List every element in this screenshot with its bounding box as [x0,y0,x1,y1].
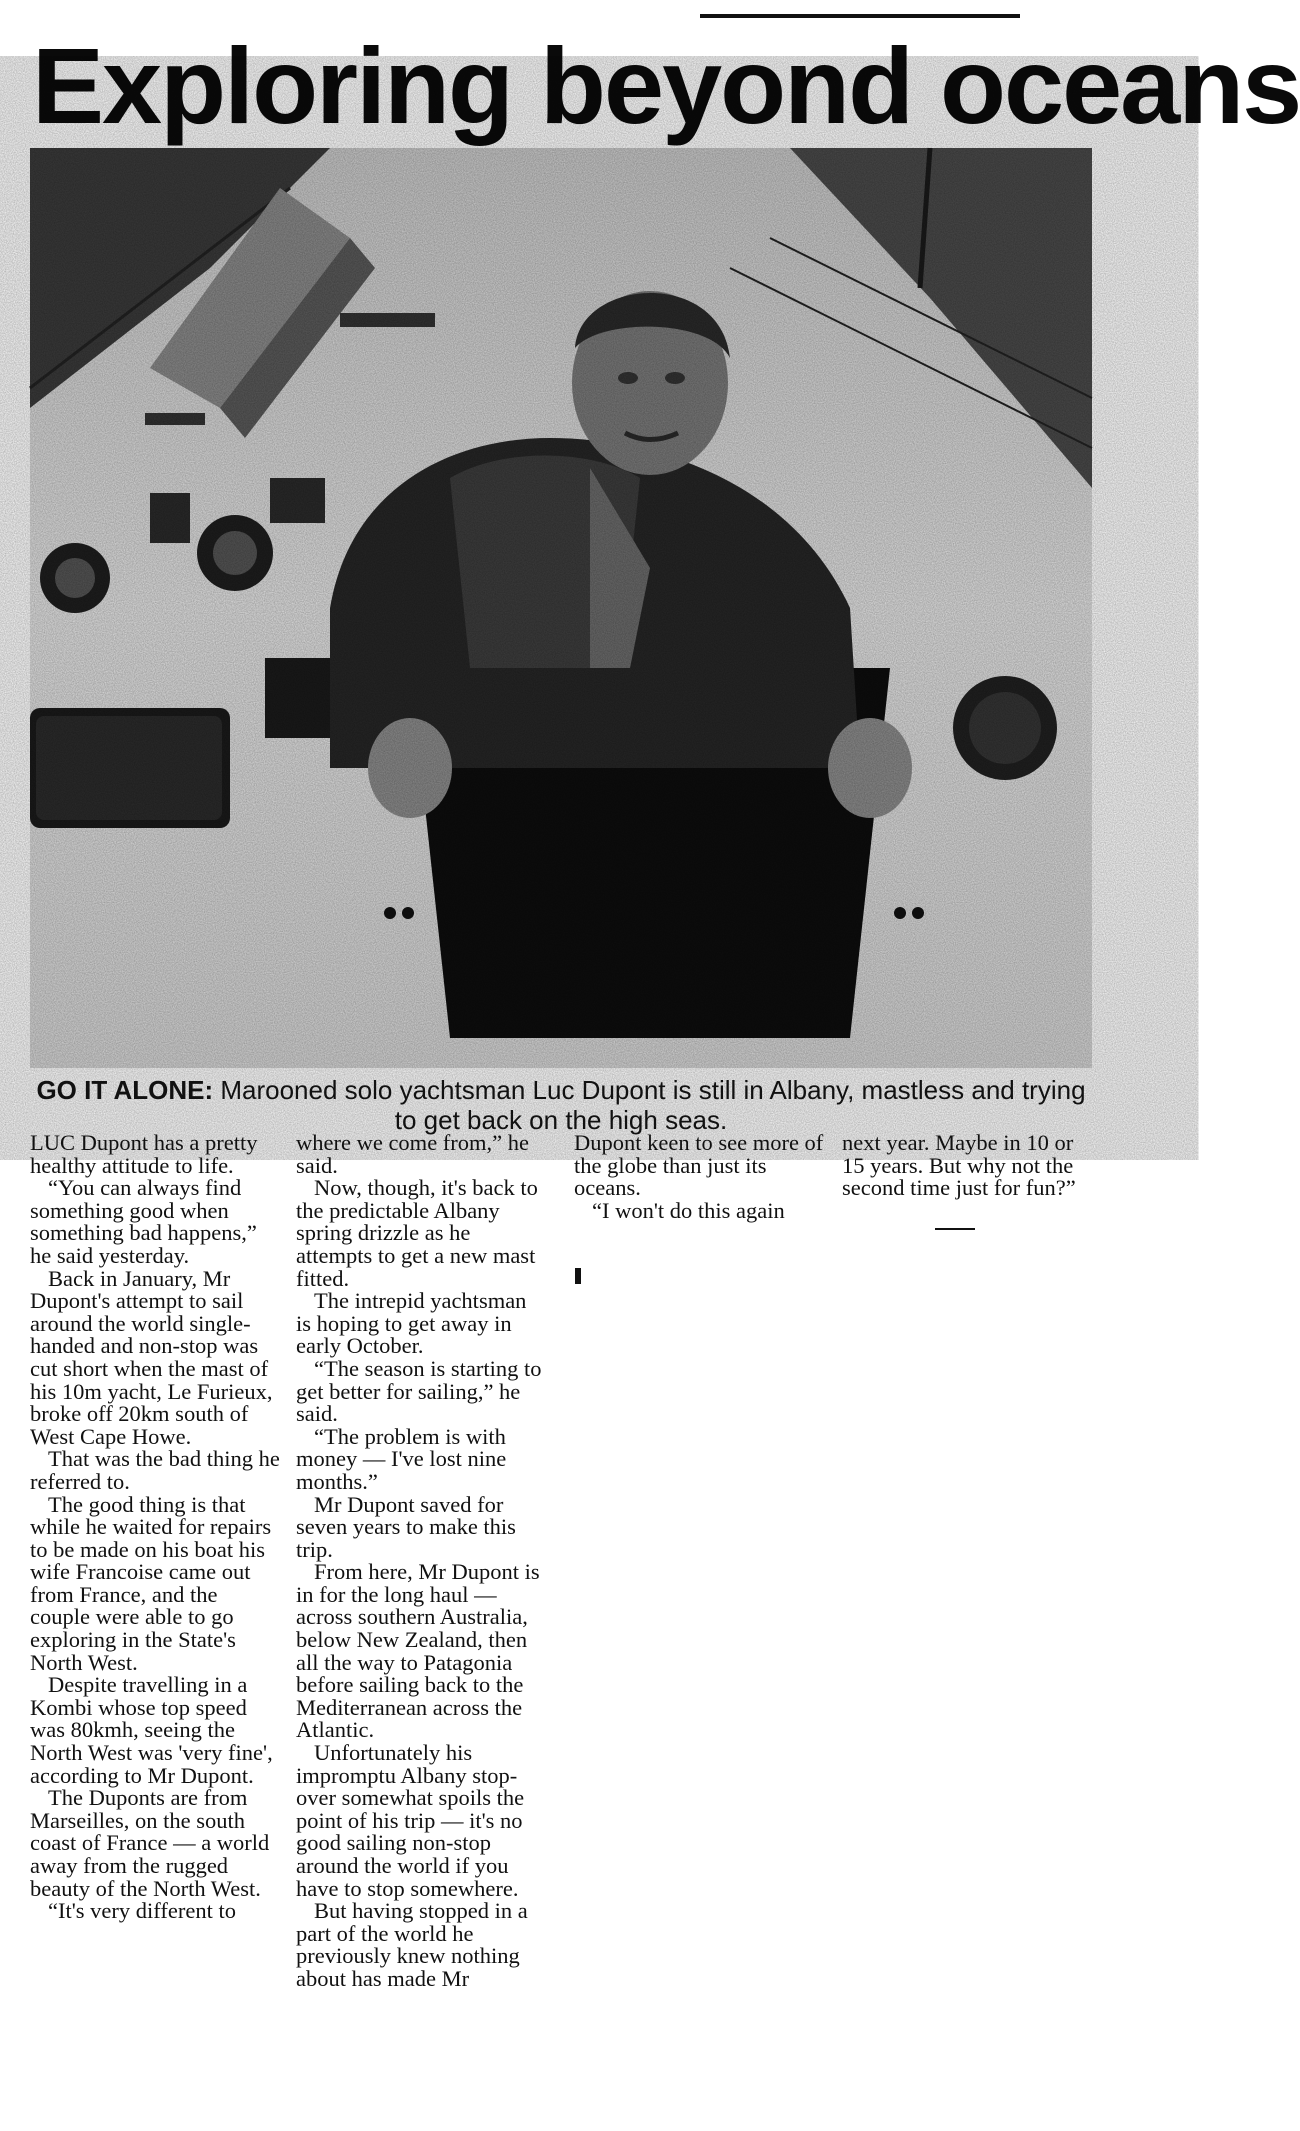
header-rule [700,14,1020,18]
paragraph: The Duponts are from Marseilles, on the south coast of France — a world away from the rugged beauty of the North West. [30,1785,270,1901]
paragraph: The good thing is that while he waited for repairs to be made on his boat his wife Francoise came out from France, and the couple were able to go exploring in the State's North West. [30,1491,272,1675]
article-column-4 [842,1132,1092,1200]
photo-caption [30,1075,1092,1135]
caption-text: Marooned solo yachtsman Luc Dupont is still in Albany, mastless and trying to get back on the high seas. [213,1075,1086,1135]
article-column-3 [574,1132,824,1222]
paragraph: “You can always find something good when something bad happens,” he said yesterday. [30,1175,257,1268]
paragraph: where we come from,” he said. [296,1130,530,1178]
paragraph: Despite travelling in a Kombi whose top speed was 80kmh, seeing the North West was 'very fine', according to Mr Dupont. [30,1672,273,1788]
paragraph: “It's very different to [48,1898,236,1924]
paragraph: From here, Mr Dupont is in for the long haul — across southern Australia, below New Zealand, then all the way to Patagonia before sailing back to the Mediterranean across the Atlantic. [296,1559,540,1743]
paragraph: Unfortunately his impromptu Albany stop-over somewhat spoils the point of his trip — it's no good sailing non-stop around the world if you have to stop somewhere. [296,1740,525,1901]
caption-kicker: GO IT ALONE: [36,1075,214,1105]
paragraph: Mr Dupont saved for seven years to make this trip. [296,1491,516,1562]
paragraph: “The season is starting to get better for sailing,” he said. [296,1355,542,1427]
print-mark [575,1268,581,1284]
paragraph: The intrepid yachtsman is hoping to get away in early October. [296,1288,527,1359]
headline: Exploring beyond oceans [32,25,1300,146]
paragraph: Back in January, Mr Dupont's attempt to sail around the world single-handed and non-stop was cut short when the mast of his 10m yacht, Le Furieux, broke off 20km south of West Cape Howe. [30,1265,273,1449]
photo-yachtsman [30,148,1092,1068]
article-column-1 [30,1132,280,1923]
article-column-2 [296,1132,546,1991]
paragraph: Dupont keen to see more of the globe than just its oceans. [574,1130,824,1201]
paragraph: That was the bad thing he referred to. [30,1446,280,1494]
paragraph: LUC Dupont has a pretty healthy attitude to life. [30,1130,258,1178]
paragraph: “The problem is with money — I've lost nine months.” [296,1423,507,1494]
paragraph: But having stopped in a part of the world he previously knew nothing about has made Mr [296,1898,528,1991]
paragraph: next year. Maybe in 10 or 15 years. But why not the second time just for fun?” [842,1130,1076,1201]
paragraph: “I won't do this again [592,1197,785,1223]
end-mark [935,1228,975,1230]
paragraph: Now, though, it's back to the predictable Albany spring drizzle as he attempts to get a new mast fitted. [296,1175,538,1291]
